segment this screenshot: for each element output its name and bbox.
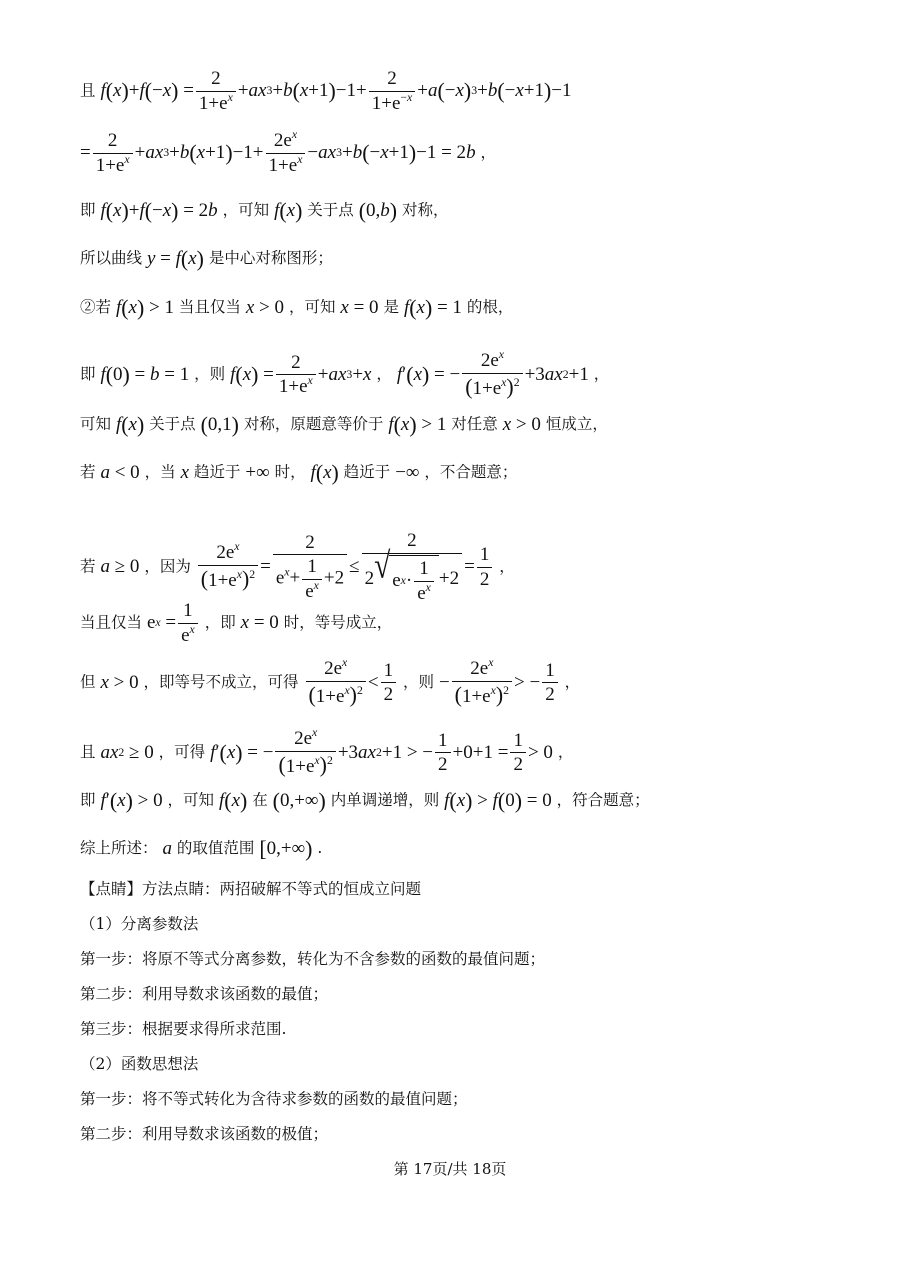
line-text: ，可得 xyxy=(158,742,206,761)
math-expression: x = 0 xyxy=(240,612,279,634)
line-text: ，可知 xyxy=(288,298,336,316)
line-text: . xyxy=(317,839,323,857)
line-text: ， xyxy=(564,672,581,691)
method-1-step-2: 第二步：利用导数求该函数的最值； xyxy=(80,985,329,1003)
line-text: ， xyxy=(480,143,497,162)
derivation-line-1 xyxy=(80,68,571,115)
derivation-line-13 xyxy=(80,788,650,813)
math-expression: ( 0,1 ) xyxy=(200,413,239,437)
line-text: 当且仅当 xyxy=(80,613,143,632)
math-expression: $\frac{2e^x}{(1+e^x)^2}$ = 2 $e^x+$ $\frac{1}{e^x}$ +2 ≤ 2 2 √ e x · $\frac{1}{e^x}$ +2 = $\frac{1}{2}$ xyxy=(196,530,495,605)
method-2-step-2: 第二步：利用导数求该函数的极值； xyxy=(80,1125,329,1143)
line-text: ，符合题意； xyxy=(556,791,650,809)
line-text: 可知 xyxy=(80,415,112,433)
method-1-title: （1）分离参数法 xyxy=(80,915,199,933)
math-expression: = $\frac{2}{1+e^x}$ + ax 3 + b ( x +1 ) −1+ $\frac{2e^x}{1+e^x}$ − ax 3 + b ( − x +1 ) −1 = 2 b xyxy=(80,127,476,176)
line-text: ，因为 xyxy=(144,557,191,576)
line-text: 且 xyxy=(80,742,96,761)
math-expression: f ( x ) = $\frac{2}{1+e^x}$ + ax 3 + x xyxy=(230,351,372,398)
line-text: 对称，原题意等价于 xyxy=(243,415,384,433)
line-text: 若 xyxy=(80,463,96,481)
line-text: ，不合题意； xyxy=(424,463,518,481)
math-expression: ( 0,+∞ ) xyxy=(272,789,326,813)
math-expression: [ 0,+∞ ) xyxy=(259,837,313,861)
line-text: 是中心对称图形； xyxy=(208,249,333,267)
math-expression: f ( x ) > 1 xyxy=(388,413,447,437)
line-text: 即 xyxy=(80,791,96,809)
line-text: 即 xyxy=(80,364,96,383)
line-text: 对任意 xyxy=(451,415,498,433)
derivation-line-5 xyxy=(80,295,513,320)
derivation-line-11 xyxy=(80,655,581,708)
line-text: 恒成立， xyxy=(545,415,608,433)
line-text: 的根， xyxy=(466,298,514,316)
math-expression: f ( x ) = 1 xyxy=(403,296,462,320)
line-text: ，可知 xyxy=(167,791,215,809)
line-text: ，则 xyxy=(194,364,226,383)
math-expression: f ( 0 ) = b = 1 xyxy=(100,362,190,387)
line-text: 是 xyxy=(383,298,399,316)
method-1-step-1: 第一步：将原不等式分离参数，转化为不含参数的函数的最值问题； xyxy=(80,950,546,968)
math-expression: ( 0, b ) xyxy=(358,199,398,223)
line-text: 内单调递增，则 xyxy=(330,791,440,809)
line-text: 且 xyxy=(80,81,96,100)
math-expression: f ( x ) xyxy=(274,199,303,223)
line-text: 在 xyxy=(252,791,268,809)
line-text: ，即 xyxy=(204,613,236,632)
math-expression: a ≥ 0 xyxy=(100,556,140,578)
math-expression: $\frac{2e^x}{(1+e^x)^2}$ < $\frac{1}{2}$ xyxy=(304,658,399,708)
math-expression: x > 0 xyxy=(245,297,284,318)
math-expression: f ( x ) + f ( − x ) = 2 b xyxy=(100,199,218,223)
line-text: 时， xyxy=(274,463,306,481)
line-text: 综上所述： xyxy=(80,839,158,857)
math-expression: f ( x ) xyxy=(115,413,145,437)
page-footer: 第 17页/共 18页 xyxy=(393,1160,507,1178)
line-text: 关于点 xyxy=(307,201,354,219)
tip-heading: 【点睛】方法点睛：两招破解不等式的恒成立问题 xyxy=(80,880,422,898)
derivation-line-8 xyxy=(80,460,517,485)
line-text: ， xyxy=(499,557,515,576)
math-expression: − $\frac{2e^x}{(1+e^x)^2}$ > − $\frac{1}{2}$ xyxy=(439,658,560,708)
math-expression: x xyxy=(180,462,189,483)
line-text: 对称， xyxy=(401,201,449,219)
math-expression: f ( x ) > 1 xyxy=(115,296,174,320)
method-1-step-3: 第三步：根据要求得所求范围. xyxy=(80,1020,287,1038)
line-text: ，即等号不成立，可得 xyxy=(143,672,299,691)
math-expression: a < 0 xyxy=(100,462,140,483)
line-text: ，可知 xyxy=(222,201,270,219)
derivation-line-6 xyxy=(80,347,610,400)
line-text: 若 xyxy=(80,557,96,576)
line-text: 的取值范围 xyxy=(176,839,255,857)
line-text: ， xyxy=(593,364,610,383)
math-expression: f ′ ( x ) = − $\frac{2e^x}{(1+e^x)^2}$ +3 ax 2 +1 xyxy=(396,347,589,399)
math-expression: x = 0 xyxy=(340,297,379,318)
math-expression: f ( x ) + f ( − x ) = $\frac{2}{1+e^x}$ + ax 3 + b ( x +1 ) −1+ $\frac{2}{1+e^{-x}}$ + a ( − x ) 3 + b ( − x +1 ) −1 xyxy=(100,68,572,114)
line-text: 关于点 xyxy=(149,415,196,433)
line-text: ，当 xyxy=(144,463,176,481)
math-expression: −∞ xyxy=(395,462,420,483)
derivation-line-4 xyxy=(80,246,333,271)
line-text: 时，等号成立， xyxy=(283,613,393,632)
math-expression: ax 2 ≥ 0 xyxy=(100,741,154,763)
math-expression: x > 0 xyxy=(100,671,139,693)
derivation-line-7 xyxy=(80,412,608,437)
derivation-line-12 xyxy=(80,725,574,778)
line-text: 当且仅当 xyxy=(178,298,241,316)
math-expression: f ( x ) xyxy=(219,789,248,813)
method-2-step-1: 第一步：将不等式转化为含待求参数的函数的最值问题； xyxy=(80,1090,468,1108)
math-expression: y = f ( x ) xyxy=(146,247,204,271)
derivation-line-3 xyxy=(80,198,449,223)
math-expression: +∞ xyxy=(245,462,270,483)
line-text: ， xyxy=(557,742,574,761)
math-expression: e x = $\frac{1}{e^x}$ xyxy=(147,600,200,647)
derivation-line-10 xyxy=(80,600,392,647)
line-text: 所以曲线 xyxy=(80,249,143,267)
method-2-title: （2）函数思想法 xyxy=(80,1055,199,1073)
line-text: 即 xyxy=(80,201,96,219)
math-expression: a xyxy=(162,838,172,859)
derivation-line-9 xyxy=(80,530,515,605)
derivation-line-2 xyxy=(80,127,497,177)
line-text: 趋近于 xyxy=(193,463,241,481)
math-expression: f ′ ( x ) > 0 xyxy=(100,789,163,813)
math-expression: x > 0 xyxy=(502,414,541,435)
math-expression: f ( x ) > f ( 0 ) = 0 xyxy=(444,789,552,813)
line-text: ， xyxy=(376,364,392,383)
line-text: 但 xyxy=(80,672,96,691)
line-text: 趋近于 xyxy=(343,463,391,481)
line-text: ②若 xyxy=(80,298,112,316)
math-expression: f ( x ) xyxy=(310,461,339,485)
line-text: ，则 xyxy=(403,672,435,691)
math-expression: f ′ ( x ) = − $\frac{2e^x}{(1+e^x)^2}$ +3 ax 2 +1 > − $\frac{1}{2}$ +0+1 = $\frac{1}{2}$ > 0 xyxy=(210,725,553,777)
derivation-line-14 xyxy=(80,836,322,861)
